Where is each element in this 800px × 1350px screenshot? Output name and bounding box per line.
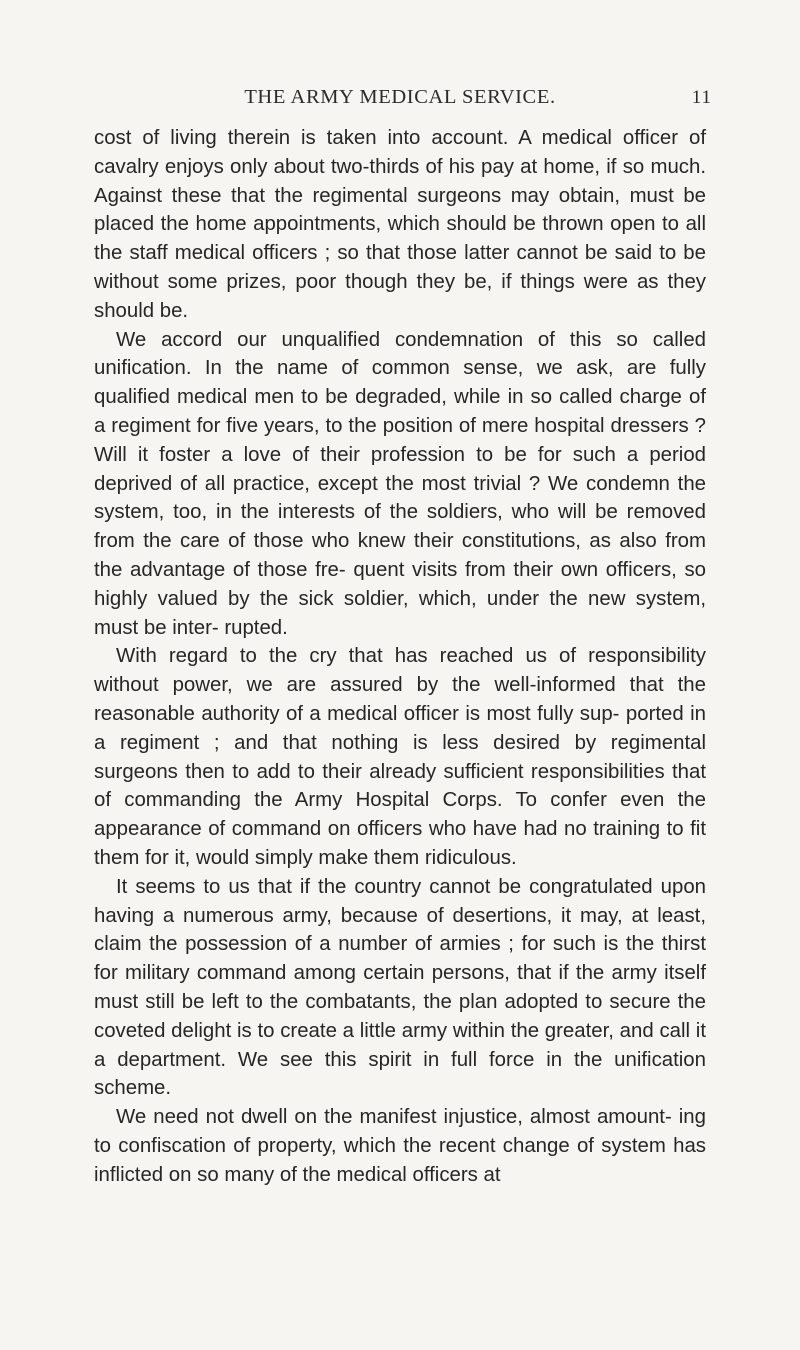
body-text [94,124,706,1189]
page-number: 11 [691,87,712,108]
paragraph-continued: cost of living therein is taken into account. A medical officer of cavalry enjoys only about two-thirds of his pay at home, if so much. Against these that the regimental surgeons may obtain, must be placed the home appointments, which should be thrown open to all the staff medical officers ; so that those latter cannot be said to be without some prizes, poor though they be, if things were as they should be. [94,127,706,322]
paragraph-unification-condemnation: We accord our unqualified condemnation of this so called unification. In the name of common sense, we ask, are fully qualified medical men to be degraded, while in so called charge of a regiment for five years, to the position of mere hospital dressers ? Will it foster a love of their profession to be for such a period deprived of all practice, except the most trivial ? We condemn the system, too, in the interests of the soldiers, who will be removed from the care of those who knew their constitutions, as also from the advantage of those fre- quent visits from their own officers, so highly valued by the sick soldier, which, under the new system, must be inter- rupted. [94,328,706,639]
paragraph-responsibility: With regard to the cry that has reached us of responsibility without power, we are assured by the well-informed that the reasonable authority of a medical officer is most fully sup- ported in a regiment ; and that nothing is less desired by regimental surgeons then to add to their already sufficient responsibilities that of commanding the Army Hospital Corps. To confer even the appearance of command on officers who have had no training to fit them for it, would simply make them ridiculous. [94,645,706,869]
paragraph-armies: It seems to us that if the country cannot be congratulated upon having a numerous army, because of desertions, it may, at least, claim the possession of a number of armies ; for such is the thirst for military command among certain persons, that if the army itself must still be left to the combatants, the plan adopted to secure the coveted delight is to create a little army within the greater, and call it a department. We see this spirit in full force in the unification scheme. [94,875,706,1100]
paragraph-injustice: We need not dwell on the manifest injustice, almost amount- ing to confiscation of property, which the recent change of system has inflicted on so many of the medical officers at [94,1106,706,1186]
running-title: THE ARMY MEDICAL SERVICE. [244,86,556,108]
running-head [0,86,800,114]
